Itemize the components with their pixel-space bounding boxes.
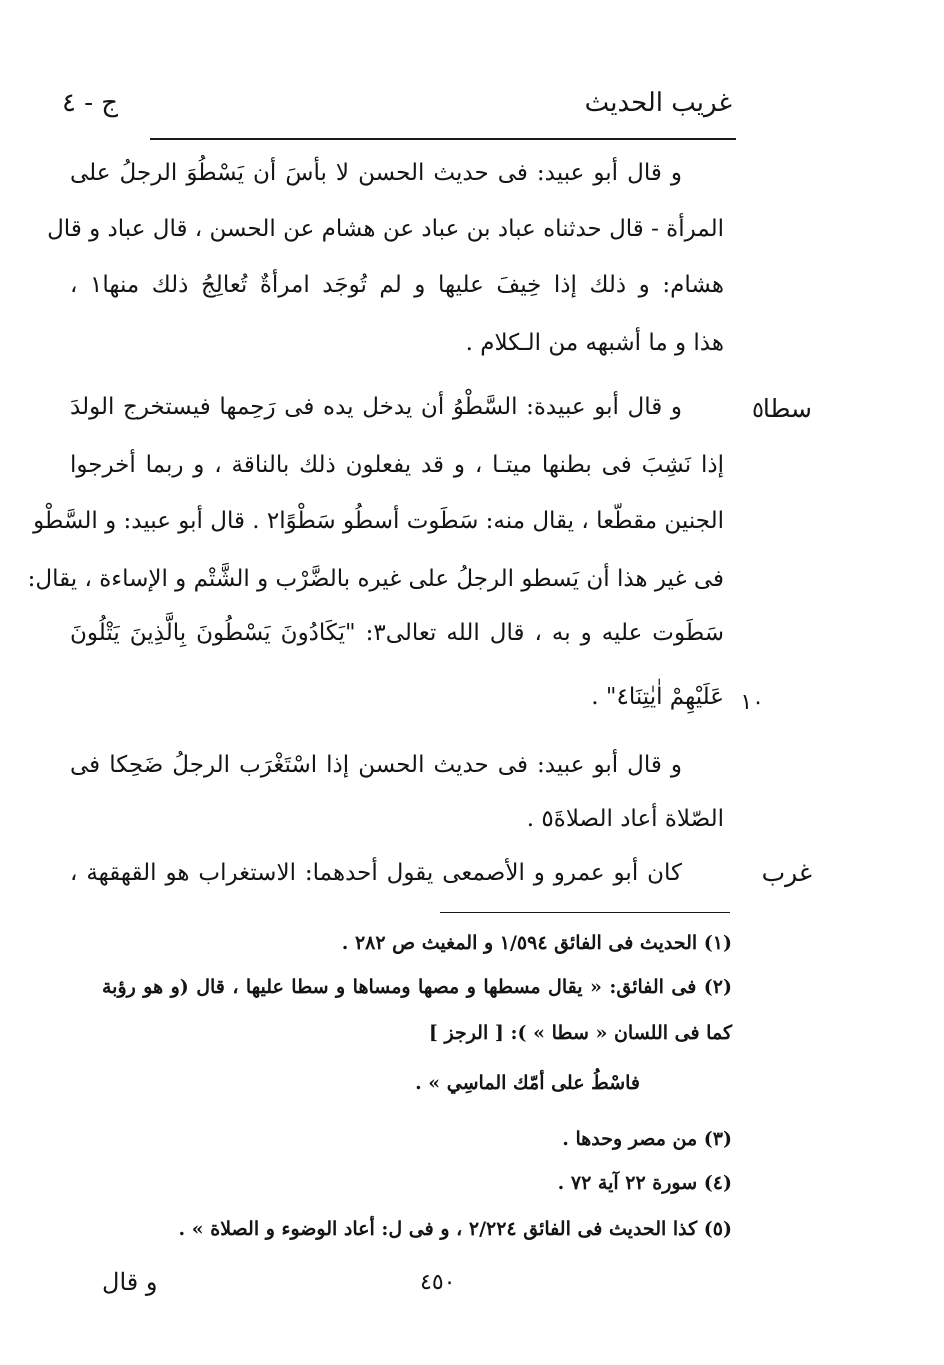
body-line-12: الصّلاة أعاد الصلاةَ٥ . [526, 806, 724, 832]
margin-word-sata: سطا [762, 394, 812, 423]
body-line-2: المرأة - قال حدثناه عباد بن عباد عن هشام عن الحسن ، قال عباد و قال [47, 216, 724, 242]
catchword: و قال [102, 1268, 158, 1296]
footnote-1: (١) الحديث فى الفائق ١/٥٩٤ و المغيث ص ٢٨٢ . [341, 932, 732, 954]
margin-word-gharab: غرب [761, 858, 812, 887]
footnote-2-cont: كما فى اللسان « سطا » ): [ الرجز ] [428, 1022, 732, 1044]
body-line-13: كان أبو عمرو و الأصمعى يقول أحدهما: الاستغراب هو القهقهة ، [70, 860, 682, 886]
body-line-8: فى غير هذا أن يَسطو الرجلُ على غيره بالضَّرْب و الشَّتْم و الإساءة ، يقال: [27, 566, 724, 592]
body-line-4: هذا و ما أشبهه من الـكلام . [465, 330, 724, 356]
footnote-2: (٢) فى الفائق: « يقال مسطها و مصها ومساها و سطا عليها ، قال (و هو رؤبة [102, 976, 732, 998]
body-line-10: عَلَيْهِمْ اٰيٰتِنَا٤" . [591, 684, 724, 710]
footnote-5: (٥) كذا الحديث فى الفائق ٢/٢٢٤ ، و فى ل: أعاد الوضوء و الصلاة » . [178, 1218, 732, 1240]
footnote-rule [440, 912, 730, 913]
margin-line-number-5: ٥ [752, 398, 764, 423]
footnote-2-verse: فاسْطُ على أمّك الماسِي » . [415, 1072, 640, 1094]
footnote-4: (٤) سورة ٢٢ آية ٧٢ . [557, 1172, 732, 1194]
body-line-1: و قال أبو عبيد: فى حديث الحسن لا بأسَ أن يَسْطُوَ الرجلُ على [70, 160, 682, 186]
footnote-3: (٣) من مصر وحدها . [562, 1128, 732, 1150]
running-title: غريب الحديث [584, 88, 732, 118]
body-line-11: و قال أبو عبيد: فى حديث الحسن إذا اسْتَغْرَب الرجلُ ضَحِكا فى [70, 752, 682, 778]
body-line-5: و قال أبو عبيدة: السَّطْوُ أن يدخل يده فى رَحِمها فيستخرج الولدَ [70, 394, 682, 420]
body-line-7: الجنين مقطّعا ، يقال منه: سَطَوت أسطُو سَطْوًا٢ . قال أبو عبيد: و السَّطْو [33, 508, 724, 534]
volume-indicator: ج - ٤ [62, 88, 119, 118]
margin-line-number-10: ١٠ [740, 690, 764, 715]
body-line-6: إذا نَشِبَ فى بطنها ميتـا ، و قد يفعلون ذلك بالناقة ، و ربما أخرجوا [70, 452, 724, 478]
header-rule [150, 138, 736, 140]
page-number: ٤٥٠ [420, 1270, 456, 1295]
body-line-9: سَطَوت عليه و به ، قال الله تعالى٣: "يَكَادُونَ يَسْطُونَ بِالَّذِينَ يَتْلُونَ [70, 620, 724, 646]
body-line-3: هشام: و ذلك إذا خِيفَ عليها و لم تُوجَد امرأةٌ تُعالِجُ ذلك منها١ ، [70, 272, 724, 298]
